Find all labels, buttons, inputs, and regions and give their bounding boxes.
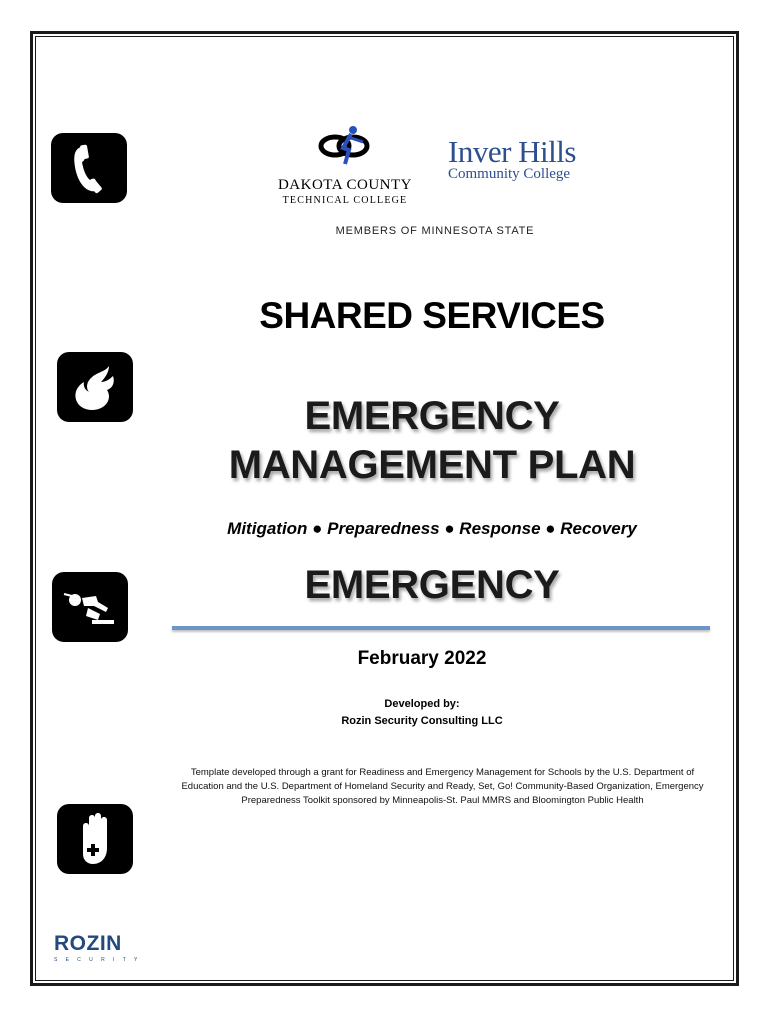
divider-rule [172,626,710,630]
developer-organization: Rozin Security Consulting LLC [341,715,503,727]
dctc-emblem-icon [315,124,375,168]
fire-icon [57,352,133,422]
plan-title [172,392,692,490]
inver-hills-name: Inver Hills [448,134,576,169]
phone-icon [51,133,127,203]
template-note: Template developed through a grant for Readiness and Emergency Management for Schools by the U.S. Department of Education and the U.S. Department of Homeland Security and Ready, Set, Go! Community-Based Organization, Emergency Preparedness Toolkit sponsored by Minneapolis-St. Paul MMRS and Bloomington Public Health [181,767,704,806]
emergency-heading: EMERGENCY [304,563,560,607]
rozin-logo [54,933,154,963]
phases-subtitle: Mitigation ● Preparedness ● Response ● Recovery [227,519,637,538]
dctc-name: DAKOTA COUNTY [277,177,413,193]
inver-hills-subtitle: Community College [448,166,571,182]
rozin-subtitle: SECURITY [54,957,146,963]
person-down-icon [52,572,128,642]
medical-hand-icon [57,804,133,874]
plan-title-line1: EMERGENCY [304,394,560,438]
rozin-wordmark: ROZIN [54,932,122,955]
plan-title-line2: MANAGEMENT PLAN [228,443,636,487]
shared-services-title: SHARED SERVICES [259,295,605,336]
members-line: MEMBERS OF MINNESOTA STATE [335,225,535,237]
dctc-subtitle: TECHNICAL COLLEGE [282,195,408,206]
inver-hills-logo [448,134,598,182]
developed-by-label: Developed by: [384,698,460,710]
document-date: February 2022 [357,648,487,669]
dctc-logo [270,124,420,206]
